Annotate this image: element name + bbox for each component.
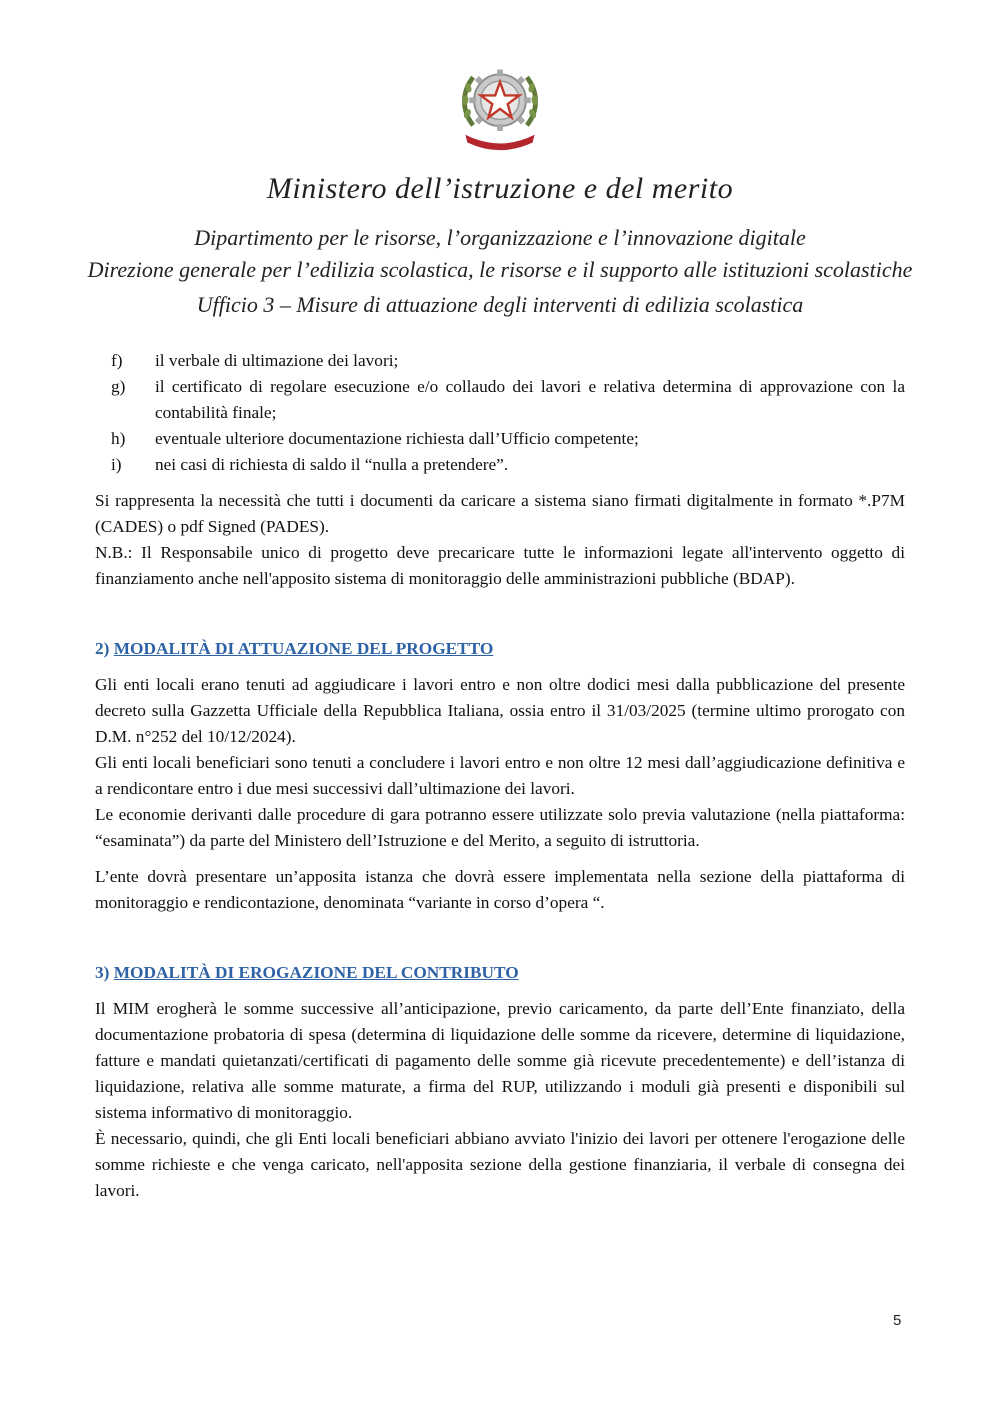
section-3-heading bbox=[95, 960, 905, 986]
list-marker: h) bbox=[111, 429, 126, 448]
section-2-paragraph: L’ente dovrà presentare un’apposita istanza che dovrà essere implementata nella sezione della piattaforma di monitoraggio e rendicontazione, denominata “variante in corso d’opera “. bbox=[95, 867, 905, 912]
department-name: Dipartimento per le risorse, l’organizzazione e l’innovazione digitale bbox=[194, 225, 806, 250]
list-marker: f) bbox=[111, 351, 123, 370]
section-2-title: MODALITÀ DI ATTUAZIONE DEL PROGETTO bbox=[113, 639, 494, 658]
list-item bbox=[95, 452, 905, 478]
section-2-number: 2) bbox=[95, 639, 110, 658]
ministry-name: Ministero dell’istruzione e del merito bbox=[266, 172, 734, 205]
section-2-heading bbox=[95, 636, 905, 662]
list-marker: g) bbox=[111, 377, 126, 396]
page-number: 5 bbox=[893, 1312, 902, 1329]
office-name: Ufficio 3 – Misure di attuazione degli interventi di edilizia scolastica bbox=[196, 292, 804, 317]
list-item bbox=[95, 348, 905, 374]
document-body bbox=[95, 348, 905, 1204]
signature-paragraph: Si rappresenta la necessità che tutti i documenti da caricare a sistema siano firmati digitalmente in formato *.P7M (CADES) o pdf Signed (PADES). bbox=[95, 491, 905, 536]
section-2-paragraph: Le economie derivanti dalle procedure di gara potranno essere utilizzate solo previa valutazione (nella piattaforma: “esaminata”) da parte del Ministero dell’Istruzione e del Merito, a seguito di istruttoria. bbox=[95, 805, 905, 850]
section-2-paragraph: Gli enti locali beneficiari sono tenuti a concludere i lavori entro e non oltre 12 mesi dall’aggiudicazione definitiva e a rendicontare entro i due mesi successivi dall’ultimazione dei lavori. bbox=[95, 753, 905, 798]
nb-paragraph: N.B.: Il Responsabile unico di progetto deve precaricare tutte le informazioni legate all'intervento oggetto di finanziamento anche nell'apposito sistema di monitoraggio delle amministrazioni pubbliche (BDAP). bbox=[95, 543, 905, 588]
list-item-text: eventuale ulteriore documentazione richiesta dall’Ufficio competente; bbox=[155, 429, 639, 448]
directorate-name: Direzione generale per l’edilizia scolastica, le risorse e il supporto alle istituzioni scolastiche bbox=[87, 257, 913, 282]
list-item-text: nei casi di richiesta di saldo il “nulla a pretendere”. bbox=[155, 455, 509, 474]
section-2-paragraph: Gli enti locali erano tenuti ad aggiudicare i lavori entro e non oltre dodici mesi dalla pubblicazione del presente decreto sulla Gazzetta Ufficiale della Repubblica Italiana, ossia entro il 31/03/2025 (termine ultimo prorogato con D.M. n°252 del 10/12/2024). bbox=[95, 675, 905, 746]
section-3-paragraph: Il MIM erogherà le somme successive all’anticipazione, previo caricamento, da parte dell’Ente finanziato, della documentazione probatoria di spesa (determina di liquidazione delle somme da ricevere, determine di liquidazione, fatture e mandati quietanzati/certificati di pagamento delle somme già ricevute precedentemente) e dell’istanza di liquidazione, relativa alle somme maturate, a firma del RUP, utilizzando i moduli già presenti e disponibili sul sistema informativo di monitoraggio. bbox=[95, 999, 905, 1122]
document-list bbox=[95, 348, 905, 478]
list-item bbox=[95, 374, 905, 426]
list-item bbox=[95, 426, 905, 452]
list-item-text: il certificato di regolare esecuzione e/o collaudo dei lavori e relativa determina di approvazione con la contabilità finale; bbox=[155, 377, 905, 422]
list-marker: i) bbox=[111, 455, 122, 474]
section-3-title: MODALITÀ DI EROGAZIONE DEL CONTRIBUTO bbox=[113, 963, 519, 982]
italian-republic-emblem-icon bbox=[452, 58, 548, 154]
section-3-paragraph: È necessario, quindi, che gli Enti locali beneficiari abbiano avviato l'inizio dei lavori per ottenere l'erogazione delle somme richieste e che venga caricato, nell'apposita sezione della gestione finanziaria, il verbale di consegna dei lavori. bbox=[95, 1129, 905, 1200]
section-3-number: 3) bbox=[95, 963, 110, 982]
letterhead bbox=[0, 58, 1000, 154]
list-item-text: il verbale di ultimazione dei lavori; bbox=[155, 351, 399, 370]
